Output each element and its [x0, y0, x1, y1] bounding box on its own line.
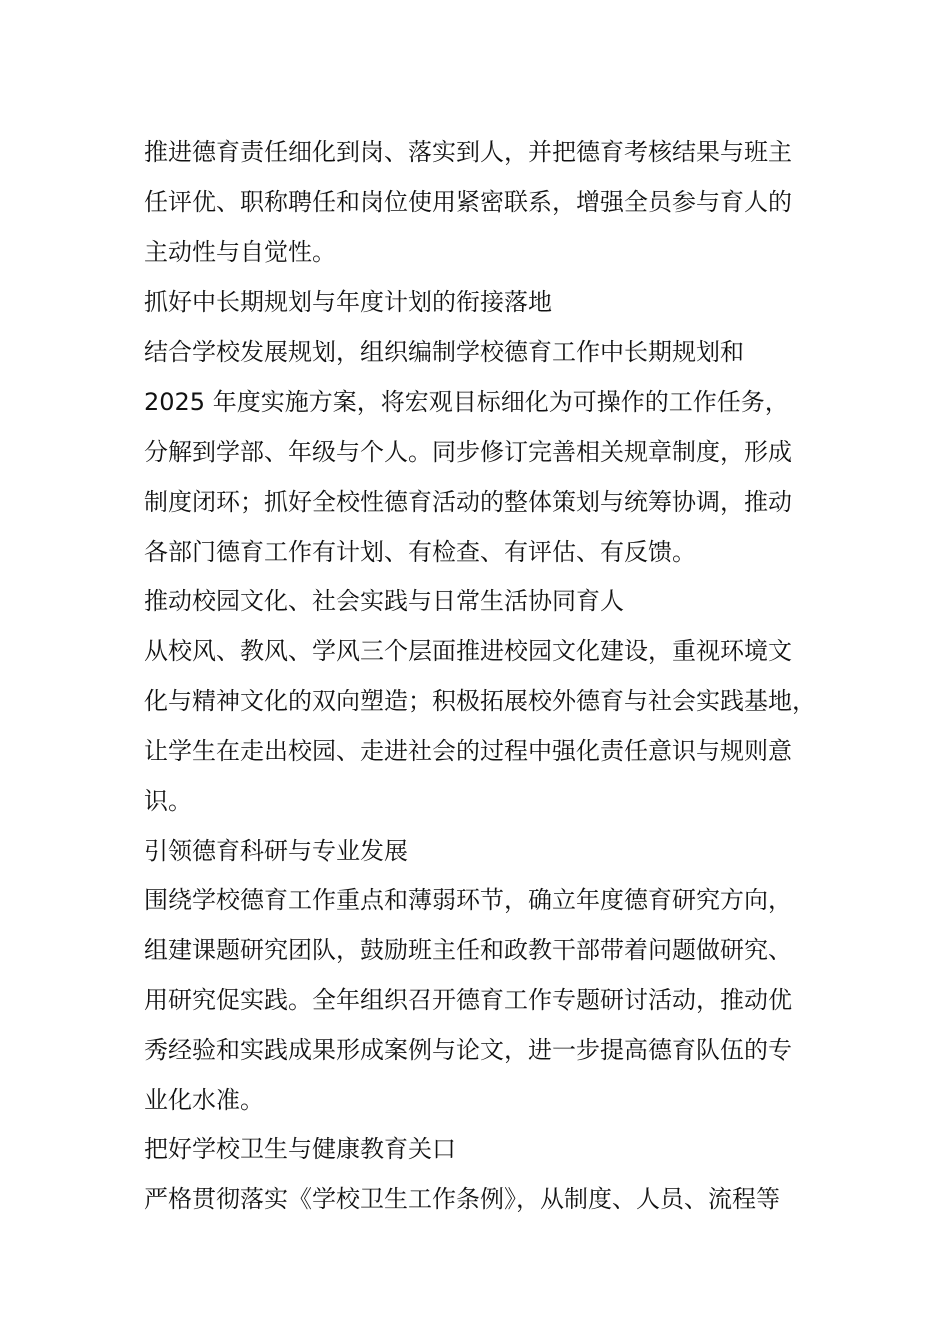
- body-text-line: 用研究促实践。全年组织召开德育工作专题研讨活动，推动优: [144, 986, 792, 1014]
- body-text-line: 各部门德育工作有计划、有检查、有评估、有反馈。: [144, 538, 696, 566]
- body-text-line: 结合学校发展规划，组织编制学校德育工作中长期规划和: [144, 338, 744, 366]
- body-text-line: 制度闭环；抓好全校性德育活动的整体策划与统筹协调，推动: [144, 488, 792, 516]
- body-text-line: 2025 年度实施方案，将宏观目标细化为可操作的工作任务，: [144, 388, 789, 416]
- body-text-line: 秀经验和实践成果形成案例与论文，进一步提高德育队伍的专: [144, 1036, 792, 1064]
- body-text-line: 围绕学校德育工作重点和薄弱环节，确立年度德育研究方向，: [144, 886, 792, 914]
- section-heading: 抓好中长期规划与年度计划的衔接落地: [144, 288, 552, 316]
- body-text-line: 严格贯彻落实《学校卫生工作条例》，从制度、人员、流程等: [144, 1185, 780, 1213]
- body-text-line: 业化水准。: [144, 1086, 264, 1114]
- section-heading: 推动校园文化、社会实践与日常生活协同育人: [144, 587, 624, 615]
- body-text-line: 组建课题研究团队，鼓励班主任和政教干部带着问题做研究、: [144, 936, 792, 964]
- body-text-line: 主动性与自觉性。: [144, 238, 336, 266]
- body-text-line: 让学生在走出校园、走进社会的过程中强化责任意识与规则意: [144, 737, 792, 765]
- body-text-line: 化与精神文化的双向塑造；积极拓展校外德育与社会实践基地，: [144, 687, 816, 715]
- body-text-line: 识。: [144, 787, 192, 815]
- section-heading: 把好学校卫生与健康教育关口: [144, 1135, 456, 1163]
- body-text-line: 任评优、职称聘任和岗位使用紧密联系，增强全员参与育人的: [144, 188, 792, 216]
- body-text-line: 推进德育责任细化到岗、落实到人，并把德育考核结果与班主: [144, 138, 792, 166]
- section-heading: 引领德育科研与专业发展: [144, 837, 408, 865]
- body-text-line: 从校风、教风、学风三个层面推进校园文化建设，重视环境文: [144, 637, 792, 665]
- body-text-line: 分解到学部、年级与个人。同步修订完善相关规章制度，形成: [144, 438, 792, 466]
